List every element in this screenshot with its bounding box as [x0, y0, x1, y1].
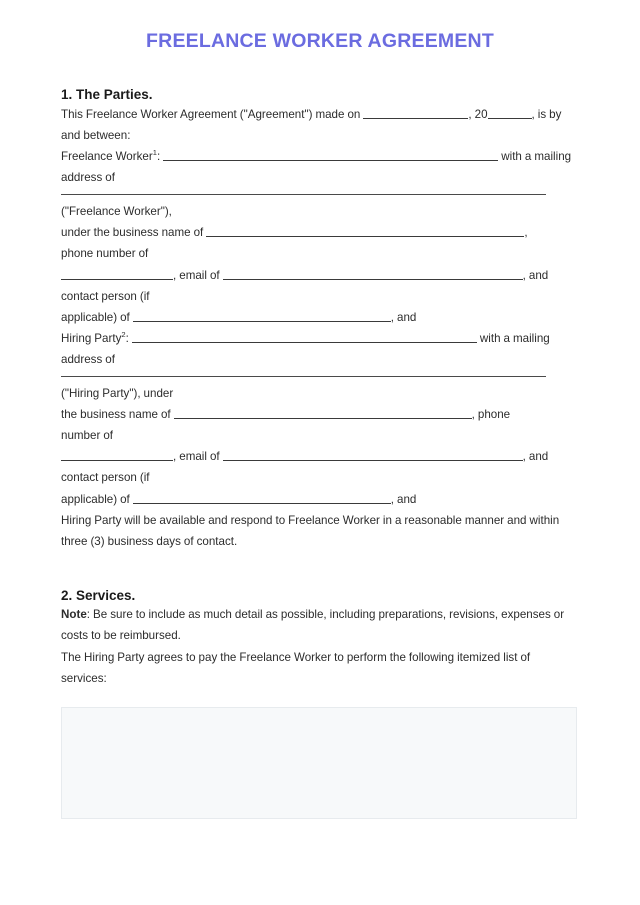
hiring-party-colon: : — [125, 331, 129, 345]
freelance-worker-email-prefix: , email of — [173, 268, 223, 282]
hiring-party-address-blank[interactable] — [61, 376, 546, 377]
freelance-worker-address-blank[interactable] — [61, 194, 546, 195]
paragraph-hiring-party-email — [61, 446, 578, 488]
paragraph-freelance-worker-email — [61, 265, 578, 307]
paragraph-itemized-services: The Hiring Party agrees to pay the Freelance Worker to perform the following itemized list of services: — [61, 650, 531, 685]
section-heading-services: 2. Services. — [61, 587, 136, 603]
hiring-party-mailing-text: with a mailing address of — [61, 331, 550, 366]
hiring-party-applicable-suffix: , and — [390, 492, 417, 506]
paragraph-availability: Hiring Party will be available and respond to Freelance Worker in a reasonable manner and within three (3) business days of contact. — [61, 513, 560, 548]
freelance-worker-colon: : — [156, 150, 161, 164]
paragraph-freelance-worker-contact — [61, 307, 578, 328]
year-blank[interactable] — [488, 107, 532, 119]
document-content — [0, 86, 640, 818]
paragraph-freelance-worker-defined — [61, 201, 578, 222]
freelance-worker-phone-blank[interactable] — [61, 268, 173, 280]
freelance-worker-business-prefix: under the business name of — [61, 226, 207, 240]
freelance-worker-label: Freelance Worker — [61, 150, 153, 164]
services-list-input-box[interactable] — [61, 707, 577, 819]
paragraph-freelance-worker-name — [61, 146, 578, 188]
intro-text-after-date: , 20 — [468, 107, 488, 121]
freelance-worker-contact-blank[interactable] — [133, 310, 391, 322]
hiring-party-name-blank[interactable] — [132, 331, 477, 343]
paragraph-hiring-party-contact — [61, 489, 578, 510]
freelance-worker-email-blank[interactable] — [223, 268, 523, 280]
note-text: : Be sure to include as much detail as possible, including preparations, revisions, expenses or costs to be reimbursed. — [61, 608, 565, 643]
paragraph-agreement-intro — [61, 104, 578, 146]
hiring-party-phone-label: number of — [61, 429, 114, 443]
date-blank[interactable] — [363, 107, 468, 119]
freelance-worker-email-suffix: , and contact person (if — [61, 268, 549, 303]
hiring-party-label: Hiring Party — [61, 331, 122, 345]
section-heading-parties: 1. The Parties. — [61, 87, 153, 103]
hiring-party-email-prefix: , email of — [173, 450, 223, 464]
hiring-party-email-suffix: , and contact person (if — [61, 450, 549, 485]
footnote-marker-1: 1 — [152, 148, 157, 158]
page-title: FREELANCE WORKER AGREEMENT — [146, 30, 494, 52]
paragraph-freelance-worker-business — [61, 222, 578, 264]
intro-text-before-date: This Freelance Worker Agreement ("Agreement") made on — [61, 107, 364, 121]
hiring-party-phone-blank[interactable] — [61, 450, 173, 462]
hiring-party-email-blank[interactable] — [223, 450, 523, 462]
hiring-party-quote: ("Hiring Party"), under — [61, 387, 174, 401]
paragraph-services-note — [61, 604, 578, 646]
hiring-party-applicable-prefix: applicable) of — [61, 492, 133, 506]
intro-text-after-year: , is by and between: — [61, 107, 562, 143]
hiring-party-business-prefix: the business name of — [61, 408, 174, 422]
freelance-worker-quote: ("Freelance Worker"), — [61, 205, 172, 219]
freelance-worker-applicable-prefix: applicable) of — [61, 310, 133, 324]
note-label: Note — [61, 608, 87, 622]
footnote-marker-2: 2 — [121, 330, 126, 339]
paragraph-hiring-party-name — [61, 328, 578, 370]
paragraph-hiring-party-business — [61, 404, 578, 446]
freelance-worker-business-blank[interactable] — [206, 226, 524, 238]
freelance-worker-applicable-suffix: , and — [390, 310, 417, 324]
hiring-party-contact-blank[interactable] — [133, 492, 391, 504]
freelance-worker-business-suffix: , — [524, 226, 528, 240]
freelance-worker-mailing-text: with a mailing address of — [61, 150, 572, 185]
paragraph-hiring-party-defined — [61, 383, 578, 404]
freelance-worker-phone-label: phone number of — [61, 247, 149, 261]
hiring-party-business-suffix: , phone — [471, 408, 511, 422]
freelance-worker-name-blank[interactable] — [163, 149, 498, 161]
hiring-party-business-blank[interactable] — [174, 407, 472, 419]
